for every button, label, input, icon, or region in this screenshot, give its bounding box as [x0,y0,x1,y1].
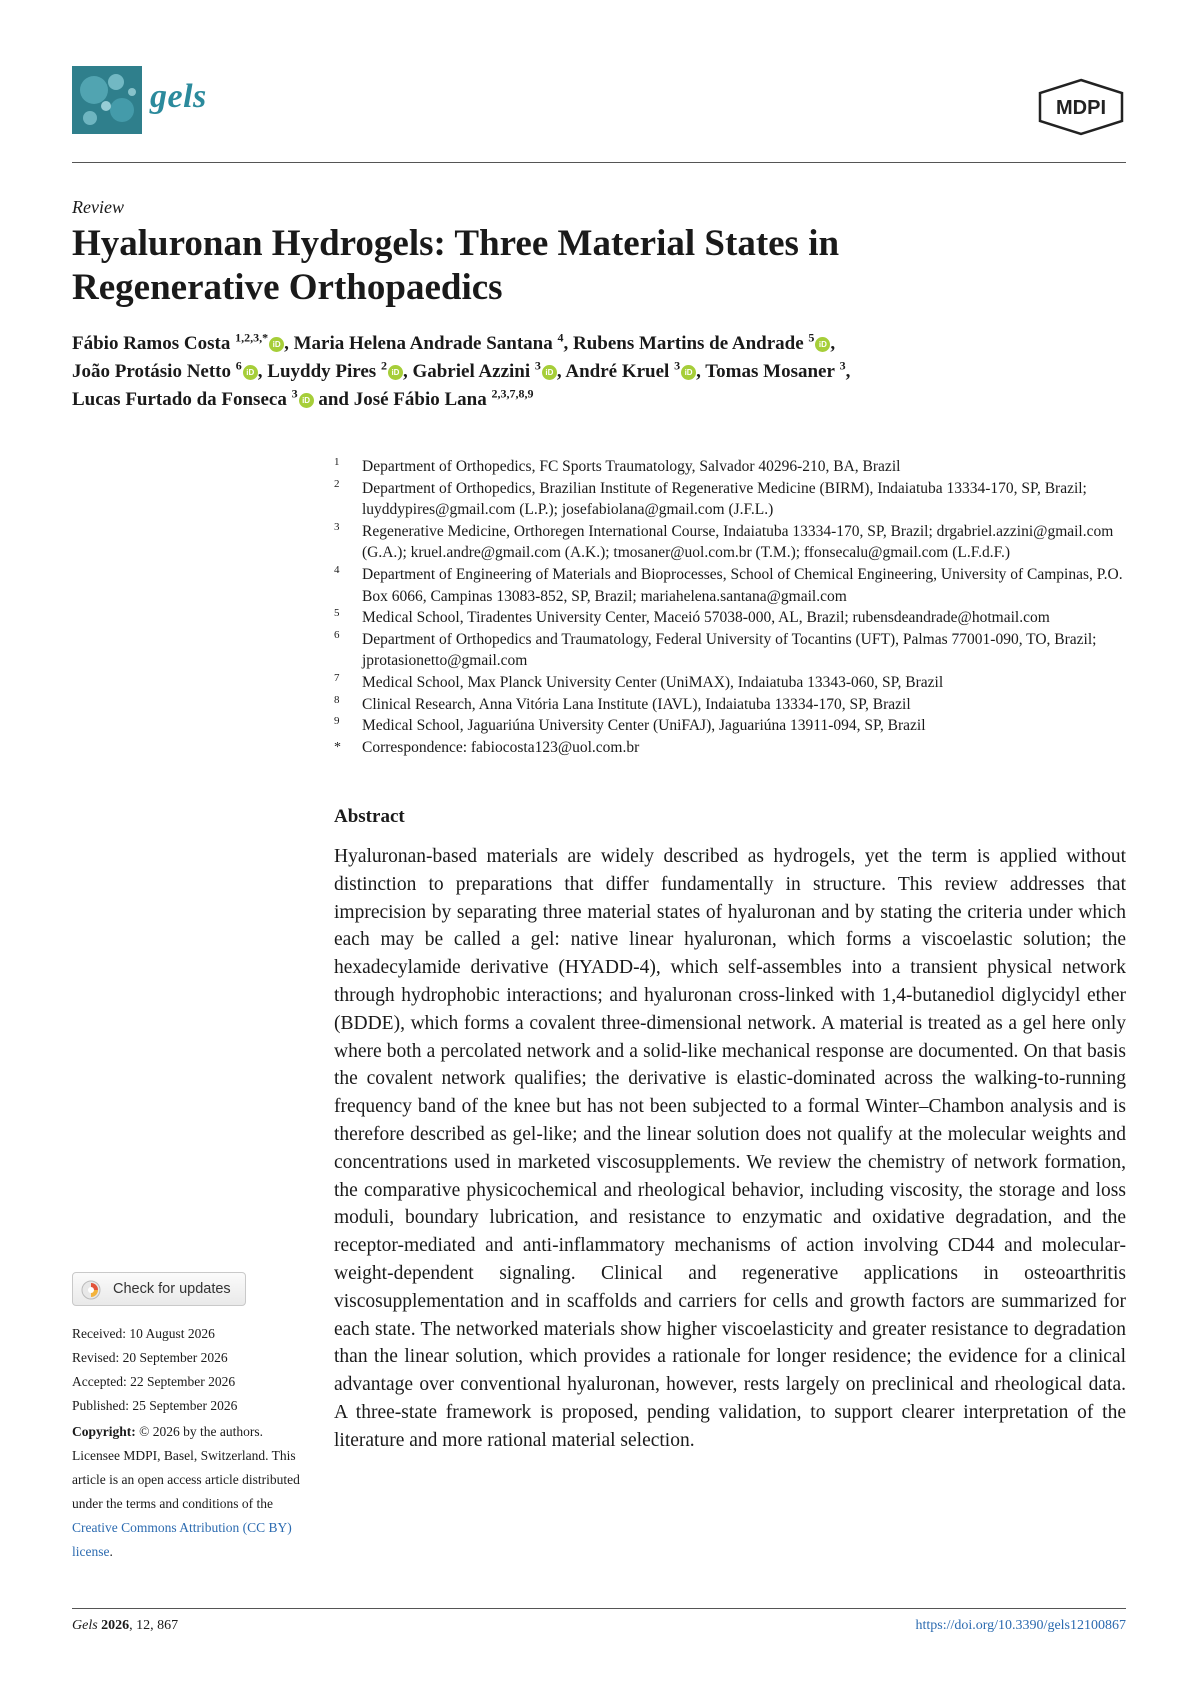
affiliation-item [334,737,1126,759]
author-separator: , [402,361,413,382]
author-name: Rubens Martins de Andrade [573,333,804,354]
check-updates-icon [81,1280,101,1300]
check-for-updates-button[interactable] [72,1272,246,1306]
affiliation-text: Medical School, Tiradentes University Center, Maceió 57038-000, AL, Brazil; rubensdeandrade@hotmail.com [362,609,1050,627]
author-name: Gabriel Azzini [412,361,531,382]
affiliation-text: Medical School, Jaguariúna University Center (UniFAJ), Jaguariúna 13911-094, SP, Brazil [362,717,926,735]
author-affiliation-marks: 6 [235,358,242,373]
orcid-icon[interactable]: iD [269,337,284,352]
date-accepted: Accepted: 22 September 2026 [72,1374,236,1389]
copyright-label: Copyright: [72,1424,136,1439]
author-separator: and [313,389,354,410]
affiliation-mark: 9 [334,715,340,728]
affiliation-item [334,478,1126,521]
mdpi-logo-text: MDPI [1056,97,1106,119]
affiliation-mark: 2 [334,477,340,490]
author-separator: , [556,361,566,382]
affiliation-item [334,629,1126,672]
author-separator: , [696,361,706,382]
affiliation-item [334,694,1126,716]
date-published: Published: 25 September 2026 [72,1398,238,1413]
author-affiliation-marks: 2,3,7,8,9 [491,386,534,401]
author-name: Maria Helena Andrade Santana [293,333,553,354]
affiliation-mark: 8 [334,693,340,706]
affiliation-mark: 3 [334,520,340,533]
affiliation-item [334,672,1126,694]
doi-link[interactable]: https://doi.org/10.3390/gels12100867 [915,1618,1126,1633]
author-list [72,330,1126,414]
affiliation-item [334,607,1126,629]
orcid-icon[interactable]: iD [388,365,403,380]
affiliation-text: Regenerative Medicine, Orthoregen International Course, Indaiatuba 13334-170, SP, Brazil; drgabriel.azzini@gmail.com (G.A.); kruel.andre@gmail.com (A.K.); tmosaner@uol.com.br (T.M.); ffonsecalu@gmail.com (L.F.d.F.) [362,522,1114,562]
author-separator: , [830,333,836,354]
journal-logo [72,66,142,134]
abstract-heading: Abstract [334,806,405,827]
author-affiliation-marks: 3 [674,358,681,373]
orcid-icon[interactable]: iD [299,393,314,408]
affiliation-text: Department of Engineering of Materials and Bioprocesses, School of Chemical Engineering, University of Campinas, P.O. Box 6066, Campinas 13083-852, SP, Brazil; mariahelena.santana@gmail.com [362,565,1123,605]
abstract-body: Hyaluronan-based materials are widely described as hydrogels, yet the term is applied without distinction to preparations that differ fundamentally in structure. This review addresses that imprecision by separating three material states of hyaluronan and by stating the criteria under which each may be called a gel: native linear hyaluronan, which forms a viscoelastic solution; the hexadecylamide derivative (HYADD-4), which self-assembles into a transient physical network through hydrophobic interactions; and hyaluronan cross-linked with 1,4-butanediol diglycidyl ether (BDDE), which forms a covalent three-dimensional network. A material is treated as a gel here only where both a percolated network and a solid-like mechanical response are documented. On that basis the covalent network qualifies; the derivative is elastic-dominated across the walking-to-running frequency band of the knee but has not been subjected to a formal Winter–Chambon analysis and is therefore described as gel-like; and the linear solution does not qualify at the molecular weights and concentrations used in marketed viscosupplements. We review the chemistry of network formation, the comparative physicochemical and rheological behavior, including viscosity, the storage and loss moduli, boundary lubrication, and resistance to enzymatic and oxidative degradation, and the receptor-mediated and anti-inflammatory mechanisms of action involving CD44 and molecular-weight-dependent signaling. Clinical and regenerative applications in osteoarthritis viscosupplementation and in scaffolds and carriers for cells and growth factors are summarized for each state. The networked materials show higher viscoelasticity and greater resistance to degradation than the linear solution, which provides a rationale for longer residence; the evidence for a clinical advantage over conventional hyaluronan, however, rests largely on preclinical and rheological data. A three-state framework is proposed, pending validation, to support clearer interpretation of the literature and more rational material selection. [334,846,1126,1451]
author-name: Tomas Mosaner [705,361,835,382]
author-affiliation-marks: 2 [380,358,387,373]
author-separator: , [845,361,851,382]
author-name: Lucas Furtado da Fonseca [72,389,287,410]
footer-volume: , 12, 867 [129,1618,179,1633]
article-title: Hyaluronan Hydrogels: Three Material States in Regenerative Orthopaedics [72,223,840,308]
copyright-end: . [109,1544,113,1559]
publication-dates [72,1322,312,1418]
affiliation-text: Clinical Research, Anna Vitória Lana Institute (IAVL), Indaiatuba 13334-170, SP, Brazil [362,695,911,713]
affiliation-mark: 5 [334,607,340,620]
author-affiliation-marks: 4 [557,330,564,345]
author-line-3 [72,386,1126,414]
footer-rule [72,1608,1126,1609]
date-received: Received: 10 August 2026 [72,1326,215,1341]
author-separator: , [257,361,268,382]
header-rule [72,162,1126,163]
copyright-notice [72,1420,312,1564]
author-separator: , [563,333,573,354]
footer-citation [72,1618,178,1634]
affiliation-text: Department of Orthopedics and Traumatology, Federal University of Tocantins (UFT), Palmas 77001-090, TO, Brazil; jprotasionetto@gmail.com [362,630,1097,670]
affiliation-mark: 7 [334,671,340,684]
author-name: Fábio Ramos Costa [72,333,231,354]
orcid-icon[interactable]: iD [681,365,696,380]
author-line-2 [72,358,1126,386]
author-name: André Kruel [565,361,670,382]
affiliations [334,456,1126,758]
affiliation-mark: 1 [334,456,340,468]
footer-journal: Gels [72,1618,98,1633]
copyright-text: © 2026 by the authors. Licensee MDPI, Basel, Switzerland. This article is an open access article distributed under the terms and conditions of the [72,1424,300,1511]
affiliation-item [334,521,1126,564]
affiliation-mark: 6 [334,628,340,641]
journal-name: gels [150,78,207,115]
author-affiliation-marks: 1,2,3,* [235,330,269,345]
affiliation-text: Correspondence: fabiocosta123@uol.com.br [362,738,640,756]
affiliation-text: Department of Orthopedics, Brazilian Institute of Regenerative Medicine (BIRM), Indaiatuba 13334-170, SP, Brazil; luyddypires@gmail.com (L.P.); josefabiolana@gmail.com (J.F.L.) [362,479,1087,519]
license-link[interactable]: Creative Commons Attribution (CC BY) license [72,1520,292,1559]
mdpi-logo [1036,78,1126,136]
orcid-icon[interactable]: iD [243,365,258,380]
affiliation-item [334,715,1126,737]
date-revised: Revised: 20 September 2026 [72,1350,228,1365]
author-affiliation-marks: 3 [291,386,298,401]
affiliation-text: Medical School, Max Planck University Center (UniMAX), Indaiatuba 13343-060, SP, Brazil [362,673,944,691]
author-affiliation-marks: 3 [534,358,541,373]
author-affiliation-marks: 5 [808,330,815,345]
article-type: Review [72,197,124,217]
author-separator: , [284,333,294,354]
author-affiliation-marks: 3 [839,358,846,373]
affiliation-text: Department of Orthopedics, FC Sports Traumatology, Salvador 40296-210, BA, Brazil [362,458,901,475]
affiliation-item [334,456,1126,478]
author-name: José Fábio Lana [353,389,487,410]
author-line-1 [72,330,1126,358]
author-name: Luyddy Pires [267,361,377,382]
footer-year: 2026 [101,1618,130,1633]
affiliation-item [334,564,1126,607]
author-name: João Protásio Netto [72,361,232,382]
affiliation-mark: * [334,739,341,755]
orcid-icon[interactable]: iD [542,365,557,380]
affiliation-mark: 4 [334,563,340,576]
orcid-icon[interactable]: iD [815,337,830,352]
check-updates-label: Check for updates [113,1281,231,1297]
